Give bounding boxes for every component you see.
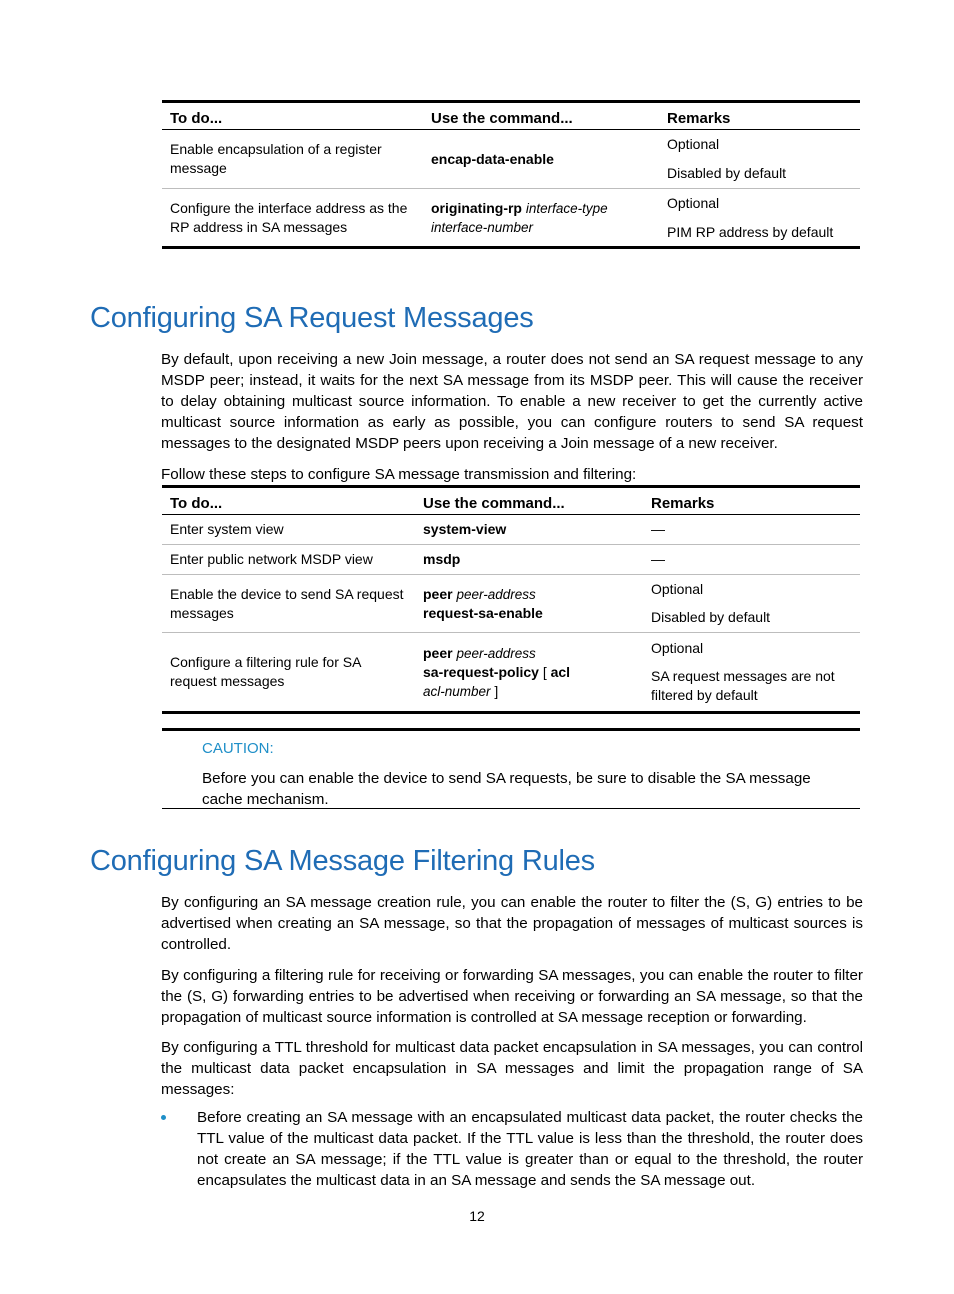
todo-cell: Configure the interface address as the RP address in SA messages: [162, 189, 423, 248]
paragraph: By configuring a TTL threshold for multicast data packet encapsulation in SA messages, you can control the multicast data packet encapsulation in SA messages and limit the propagation range of SA messages:: [161, 1039, 863, 1098]
command-argument: acl-number: [423, 683, 491, 699]
remarks-cell: [643, 575, 860, 633]
command-keyword: peer: [423, 585, 453, 602]
command-bracket: [: [542, 663, 547, 680]
command-keyword: request-sa-enable: [423, 604, 543, 621]
paragraph: By default, upon receiving a new Join message, a router does not send an SA request message to any MSDP peer; instead, it waits for the next SA message from its MSDP peer. This will cause the receiver to delay obtaining multicast source information. To enable a new receiver to get the currently active multicast source information as early as possible, you can configure routers to send SA request messages to the designated MSDP peers upon receiving a Join message of a new receiver.: [161, 351, 863, 452]
remarks-cell: —: [643, 515, 860, 545]
remark-line: Optional: [667, 194, 720, 211]
page-number: 12: [469, 1208, 485, 1224]
table-row: [162, 515, 860, 545]
command-cell: [415, 575, 643, 633]
col-header-todo: To do...: [162, 102, 423, 130]
list-item-text: Before creating an SA message with an encapsulated multicast data packet, the router checks the TTL value of the multicast data packet. If the TTL value is less than the threshold, the router does not create an SA message; if the TTL value is greater than or equal to the threshold, the router encapsulates the multicast data in an SA message and sends the SA message out.: [197, 1109, 863, 1189]
table-row: [162, 633, 860, 713]
table-row: [162, 545, 860, 575]
todo-cell: Enter system view: [162, 515, 415, 545]
command-argument: peer-address: [456, 645, 536, 661]
command-keyword: msdp: [423, 551, 461, 567]
todo-cell: Enter public network MSDP view: [162, 545, 415, 575]
col-header-remarks: Remarks: [643, 487, 860, 515]
caution-label: CAUTION:: [202, 740, 274, 757]
table-row: [162, 130, 860, 189]
section-heading-sa-filtering: Configuring SA Message Filtering Rules: [90, 845, 595, 877]
command-argument: peer-address: [456, 586, 536, 602]
remark-line: Optional: [667, 136, 720, 152]
col-header-command: Use the command...: [423, 102, 659, 130]
command-bracket: ]: [494, 682, 499, 699]
caution-box: [162, 728, 860, 809]
remarks-cell: [659, 189, 860, 248]
col-header-remarks: Remarks: [659, 102, 860, 130]
command-cell: [415, 515, 643, 545]
remarks-cell: [659, 130, 860, 189]
col-header-todo: To do...: [162, 487, 415, 515]
todo-cell: Enable the device to send SA request messages: [162, 575, 415, 633]
command-cell: [415, 545, 643, 575]
command-keyword: peer: [423, 644, 453, 661]
section-heading-sa-request: Configuring SA Request Messages: [90, 302, 534, 334]
table-row: [162, 189, 860, 248]
remark-line: Optional: [651, 640, 704, 656]
todo-cell: Configure a filtering rule for SA request messages: [162, 633, 415, 713]
paragraph: By configuring a filtering rule for receiving or forwarding SA messages, you can enable the router to filter the (S, G) forwarding entries to be advertised when receiving or forwarding an SA message, so that the propagation of multicast source information is controlled at SA message reception or forwarding.: [161, 967, 863, 1026]
remark-line: SA request messages are not filtered by default: [651, 668, 835, 703]
command-cell: [415, 633, 643, 713]
remarks-cell: [643, 633, 860, 713]
todo-cell: Enable encapsulation of a register message: [162, 130, 423, 189]
remark-line: Optional: [651, 581, 704, 597]
command-keyword: originating-rp: [431, 199, 522, 216]
list-item: [161, 1107, 863, 1191]
remark-line: PIM RP address by default: [667, 223, 834, 240]
command-table-2: [162, 485, 860, 714]
remark-line: Disabled by default: [667, 165, 787, 181]
command-argument: interface-type interface-number: [431, 200, 608, 235]
command-keyword: system-view: [423, 521, 507, 537]
command-table-1: [162, 100, 860, 249]
bullet-icon: [161, 1115, 166, 1120]
command-keyword: sa-request-policy: [423, 663, 539, 680]
command-keyword: encap-data-enable: [431, 150, 554, 167]
paragraph: Follow these steps to configure SA message transmission and filtering:: [161, 466, 637, 483]
caution-text: Before you can enable the device to send SA requests, be sure to disable the SA message cache mechanism.: [202, 770, 811, 808]
command-cell: [423, 189, 659, 248]
remarks-cell: —: [643, 545, 860, 575]
col-header-command: Use the command...: [415, 487, 643, 515]
paragraph: By configuring an SA message creation rule, you can enable the router to filter the (S, G) entries to be advertised when creating an SA message, so that the propagation of messages of multicast sources is controlled.: [161, 894, 863, 953]
command-keyword: acl: [550, 663, 571, 680]
table-row: [162, 575, 860, 633]
remark-line: Disabled by default: [651, 609, 771, 625]
command-cell: [423, 130, 659, 189]
